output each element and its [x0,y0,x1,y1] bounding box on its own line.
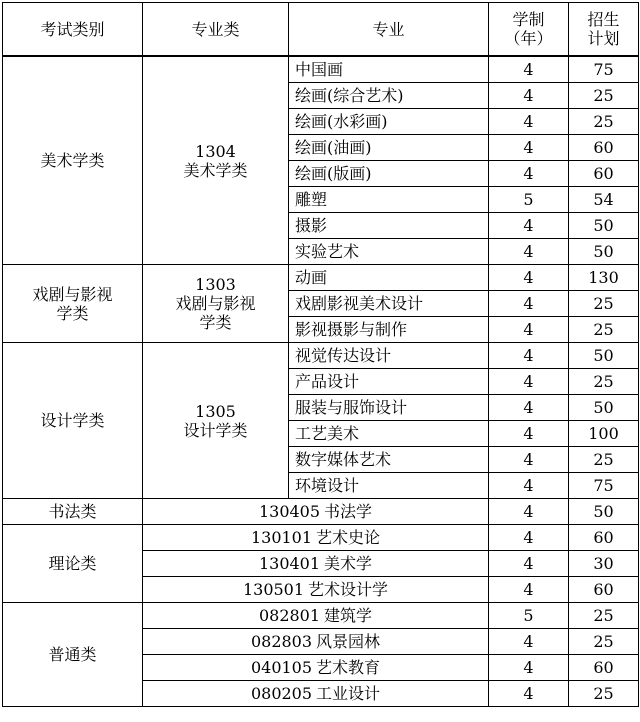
major-code: 040105 [250,658,313,677]
major-cell: 产品设计 [289,369,489,395]
duration-cell: 4 [489,525,569,551]
header-duration-line1: 学制 [512,10,545,29]
code-major-cell [143,525,489,551]
header-plan-line1: 招生 [587,10,620,29]
header-plan-line2: 计划 [587,29,620,48]
duration-cell: 4 [489,239,569,265]
major-code: 130401 [258,554,321,573]
major-code: 130101 [250,528,313,547]
duration-cell: 4 [489,421,569,447]
table-row [3,525,639,551]
table-row [3,499,639,525]
duration-cell: 5 [489,187,569,213]
header-plan [569,3,639,57]
major-cell: 绘画(油画) [289,135,489,161]
duration-cell: 4 [489,655,569,681]
code-major-cell [143,655,489,681]
duration-cell: 4 [489,317,569,343]
duration-cell: 4 [489,395,569,421]
header-major: 专业 [289,3,489,57]
discipline-name-line1: 戏剧与影视 [175,294,256,313]
plan-cell: 60 [569,525,639,551]
code-major-cell [143,603,489,629]
major-name: 书法学 [324,502,373,521]
exam-category-cell: 设计学类 [3,343,143,499]
major-cell: 雕塑 [289,187,489,213]
major-code: 130501 [242,580,305,599]
plan-cell: 25 [569,681,639,707]
major-cell: 影视摄影与制作 [289,317,489,343]
major-cell: 绘画(水彩画) [289,109,489,135]
duration-cell: 4 [489,369,569,395]
plan-cell: 50 [569,395,639,421]
duration-cell: 4 [489,343,569,369]
plan-cell: 50 [569,239,639,265]
major-cell: 摄影 [289,213,489,239]
major-cell: 绘画(综合艺术) [289,83,489,109]
table-row [3,603,639,629]
code-major-cell [143,499,489,525]
major-name: 风景园林 [316,632,381,651]
major-cell: 戏剧影视美术设计 [289,291,489,317]
exam-category-line2: 学类 [56,303,89,323]
major-cell: 数字媒体艺术 [289,447,489,473]
major-cell: 实验艺术 [289,239,489,265]
plan-cell: 60 [569,655,639,681]
plan-cell: 54 [569,187,639,213]
code-major-cell [143,629,489,655]
duration-cell: 4 [489,161,569,187]
exam-category-cell: 理论类 [3,525,143,603]
major-cell: 服装与服饰设计 [289,395,489,421]
header-duration [489,3,569,57]
plan-cell: 60 [569,161,639,187]
plan-cell: 25 [569,83,639,109]
duration-cell: 4 [489,213,569,239]
major-cell: 环境设计 [289,473,489,499]
plan-cell: 100 [569,421,639,447]
plan-cell: 25 [569,291,639,317]
duration-cell: 4 [489,681,569,707]
plan-cell: 25 [569,629,639,655]
exam-category-cell: 美术学类 [3,56,143,265]
plan-cell: 25 [569,603,639,629]
plan-cell: 50 [569,213,639,239]
duration-cell: 4 [489,109,569,135]
exam-category-cell: 普通类 [3,603,143,707]
plan-cell: 50 [569,343,639,369]
major-code: 082801 [258,606,321,625]
discipline-code: 1304 [195,141,236,161]
table-row [3,265,639,291]
duration-cell: 4 [489,473,569,499]
duration-cell: 4 [489,135,569,161]
duration-cell: 4 [489,291,569,317]
plan-cell: 50 [569,499,639,525]
plan-cell: 25 [569,317,639,343]
major-name: 美术学 [324,554,373,573]
duration-cell: 5 [489,603,569,629]
code-major-cell [143,551,489,577]
major-cell: 视觉传达设计 [289,343,489,369]
major-cell: 中国画 [289,56,489,83]
major-code: 080205 [250,684,313,703]
header-row [3,3,639,57]
header-discipline: 专业类 [143,3,289,57]
header-exam-category: 考试类别 [3,3,143,57]
duration-cell: 4 [489,577,569,603]
discipline-cell [143,56,289,265]
major-name: 艺术设计学 [308,580,389,599]
major-cell: 绘画(版画) [289,161,489,187]
duration-cell: 4 [489,499,569,525]
duration-cell: 4 [489,447,569,473]
major-name: 建筑学 [324,606,373,625]
plan-cell: 75 [569,56,639,83]
discipline-name: 美术学类 [183,160,248,180]
table-row [3,56,639,83]
code-major-cell [143,681,489,707]
plan-cell: 25 [569,109,639,135]
duration-cell: 4 [489,629,569,655]
plan-cell: 25 [569,447,639,473]
plan-cell: 130 [569,265,639,291]
exam-category-line1: 戏剧与影视 [32,284,113,304]
header-duration-line2: （年） [504,29,553,48]
duration-cell: 4 [489,83,569,109]
major-code: 130405 [258,502,321,521]
major-name: 艺术教育 [316,658,381,677]
code-major-cell [143,577,489,603]
plan-cell: 60 [569,577,639,603]
duration-cell: 4 [489,265,569,291]
table-row [3,343,639,369]
exam-category-cell: 书法类 [3,499,143,525]
plan-cell: 30 [569,551,639,577]
discipline-code: 1303 [195,275,236,294]
duration-cell: 4 [489,551,569,577]
major-name: 工业设计 [316,684,381,703]
enrollment-plan-table [2,2,639,707]
exam-category-cell [3,265,143,343]
discipline-name-line2: 学类 [199,313,232,332]
plan-cell: 60 [569,135,639,161]
discipline-cell [143,343,289,499]
major-code: 082803 [250,632,313,651]
plan-cell: 75 [569,473,639,499]
major-name: 艺术史论 [316,528,381,547]
duration-cell: 4 [489,56,569,83]
discipline-code: 1305 [195,401,236,421]
plan-cell: 25 [569,369,639,395]
discipline-cell [143,265,289,343]
discipline-name: 设计学类 [183,420,248,440]
major-cell: 工艺美术 [289,421,489,447]
major-cell: 动画 [289,265,489,291]
